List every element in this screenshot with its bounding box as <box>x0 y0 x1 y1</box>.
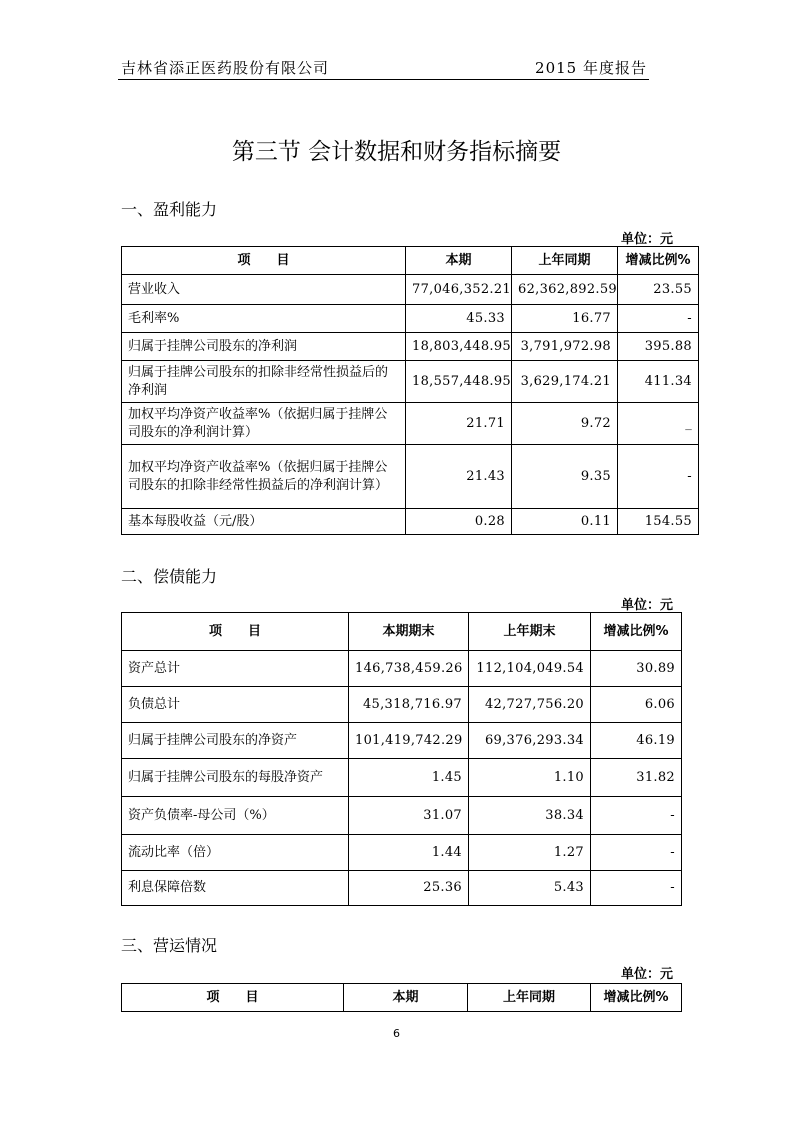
column-header: 上年同期 <box>468 984 591 1012</box>
cell-value: 31.07 <box>349 797 469 835</box>
cell-value: 146,738,459.26 <box>349 651 469 687</box>
column-header: 本期期末 <box>349 613 469 651</box>
column-header: 项 目 <box>122 984 344 1012</box>
table-row <box>122 871 682 906</box>
cell-value: 1.44 <box>349 835 469 871</box>
cell-value: 411.34 <box>618 361 699 403</box>
cell-value: 3,791,972.98 <box>512 333 618 361</box>
section-heading-profitability: 一、盈利能力 <box>121 200 218 219</box>
table-row <box>122 361 699 403</box>
cell-value: 45,318,716.97 <box>349 687 469 723</box>
column-header: 项 目 <box>122 613 349 651</box>
cell-value: 42,727,756.20 <box>469 687 591 723</box>
row-label: 加权平均净资产收益率%（依据归属于挂牌公司股东的扣除非经常性损益后的净利润计算） <box>122 445 406 509</box>
unit-label: 单位：元 <box>620 232 673 247</box>
cell-value: - <box>591 797 682 835</box>
cell-value: - <box>618 445 699 509</box>
cell-value: 9.72 <box>512 403 618 445</box>
cell-value: 395.88 <box>618 333 699 361</box>
cell-value: 5.43 <box>469 871 591 906</box>
unit-label: 单位：元 <box>620 598 673 613</box>
table-header-row <box>122 984 682 1012</box>
cell-value: 0.11 <box>512 509 618 535</box>
column-header: 增减比例% <box>618 247 699 275</box>
cell-value: - <box>591 871 682 906</box>
cell-value: 16.77 <box>512 305 618 333</box>
cell-value: 62,362,892.59 <box>512 275 618 305</box>
row-label: 基本每股收益（元/股） <box>122 509 406 535</box>
table-row <box>122 651 682 687</box>
column-header: 上年同期 <box>512 247 618 275</box>
cell-value: 69,376,293.34 <box>469 723 591 759</box>
table-header-row <box>122 613 682 651</box>
header-rule <box>118 79 649 80</box>
cell-value: 18,803,448.95 <box>406 333 512 361</box>
cell-value: 25.36 <box>349 871 469 906</box>
cell-value: 30.89 <box>591 651 682 687</box>
cell-value: 3,629,174.21 <box>512 361 618 403</box>
row-label: 资产总计 <box>122 651 349 687</box>
table-row <box>122 759 682 797</box>
cell-value: 1.45 <box>349 759 469 797</box>
cell-value: 21.43 <box>406 445 512 509</box>
column-header: 上年期末 <box>469 613 591 651</box>
row-label: 流动比率（倍） <box>122 835 349 871</box>
header-report: 2015 年度报告 <box>535 59 647 77</box>
table-row <box>122 333 699 361</box>
table-row <box>122 509 699 535</box>
cell-value: 46.19 <box>591 723 682 759</box>
column-header: 本期 <box>344 984 468 1012</box>
table-row <box>122 275 699 305</box>
solvency-table <box>121 612 682 906</box>
column-header: 增减比例% <box>591 613 682 651</box>
profitability-table <box>121 246 699 535</box>
row-label: 归属于挂牌公司股东的净利润 <box>122 333 406 361</box>
cell-value: _ <box>618 403 699 445</box>
row-label: 加权平均净资产收益率%（依据归属于挂牌公司股东的净利润计算） <box>122 403 406 445</box>
section-heading-operations: 三、营运情况 <box>121 936 218 955</box>
column-header: 本期 <box>406 247 512 275</box>
table-header-row <box>122 247 699 275</box>
section-heading-solvency: 二、偿债能力 <box>121 567 218 586</box>
cell-value: 45.33 <box>406 305 512 333</box>
cell-value: 154.55 <box>618 509 699 535</box>
row-label: 利息保障倍数 <box>122 871 349 906</box>
cell-value: 1.27 <box>469 835 591 871</box>
page-title: 第三节 会计数据和财务指标摘要 <box>231 139 562 165</box>
unit-label: 单位：元 <box>620 967 673 982</box>
cell-value: 21.71 <box>406 403 512 445</box>
row-label: 归属于挂牌公司股东的扣除非经常性损益后的净利润 <box>122 361 406 403</box>
table-row <box>122 305 699 333</box>
cell-value: 9.35 <box>512 445 618 509</box>
row-label: 毛利率% <box>122 305 406 333</box>
cell-value: 6.06 <box>591 687 682 723</box>
cell-value: 1.10 <box>469 759 591 797</box>
cell-value: 18,557,448.95 <box>406 361 512 403</box>
cell-value: - <box>591 835 682 871</box>
row-label: 负债总计 <box>122 687 349 723</box>
cell-value: 38.34 <box>469 797 591 835</box>
table-row <box>122 797 682 835</box>
cell-value: 23.55 <box>618 275 699 305</box>
row-label: 资产负债率-母公司（%） <box>122 797 349 835</box>
table-row <box>122 445 699 509</box>
table-row <box>122 835 682 871</box>
column-header: 增减比例% <box>591 984 682 1012</box>
table-row <box>122 687 682 723</box>
operations-table <box>121 983 682 1012</box>
row-label: 归属于挂牌公司股东的每股净资产 <box>122 759 349 797</box>
row-label: 归属于挂牌公司股东的净资产 <box>122 723 349 759</box>
header-company: 吉林省添正医药股份有限公司 <box>121 59 330 77</box>
page-number: 6 <box>393 1027 400 1040</box>
row-label: 营业收入 <box>122 275 406 305</box>
cell-value: 77,046,352.21 <box>406 275 512 305</box>
table-row <box>122 723 682 759</box>
table-row <box>122 403 699 445</box>
cell-value: 0.28 <box>406 509 512 535</box>
cell-value: 101,419,742.29 <box>349 723 469 759</box>
column-header: 项 目 <box>122 247 406 275</box>
cell-value: 112,104,049.54 <box>469 651 591 687</box>
cell-value: - <box>618 305 699 333</box>
cell-value: 31.82 <box>591 759 682 797</box>
